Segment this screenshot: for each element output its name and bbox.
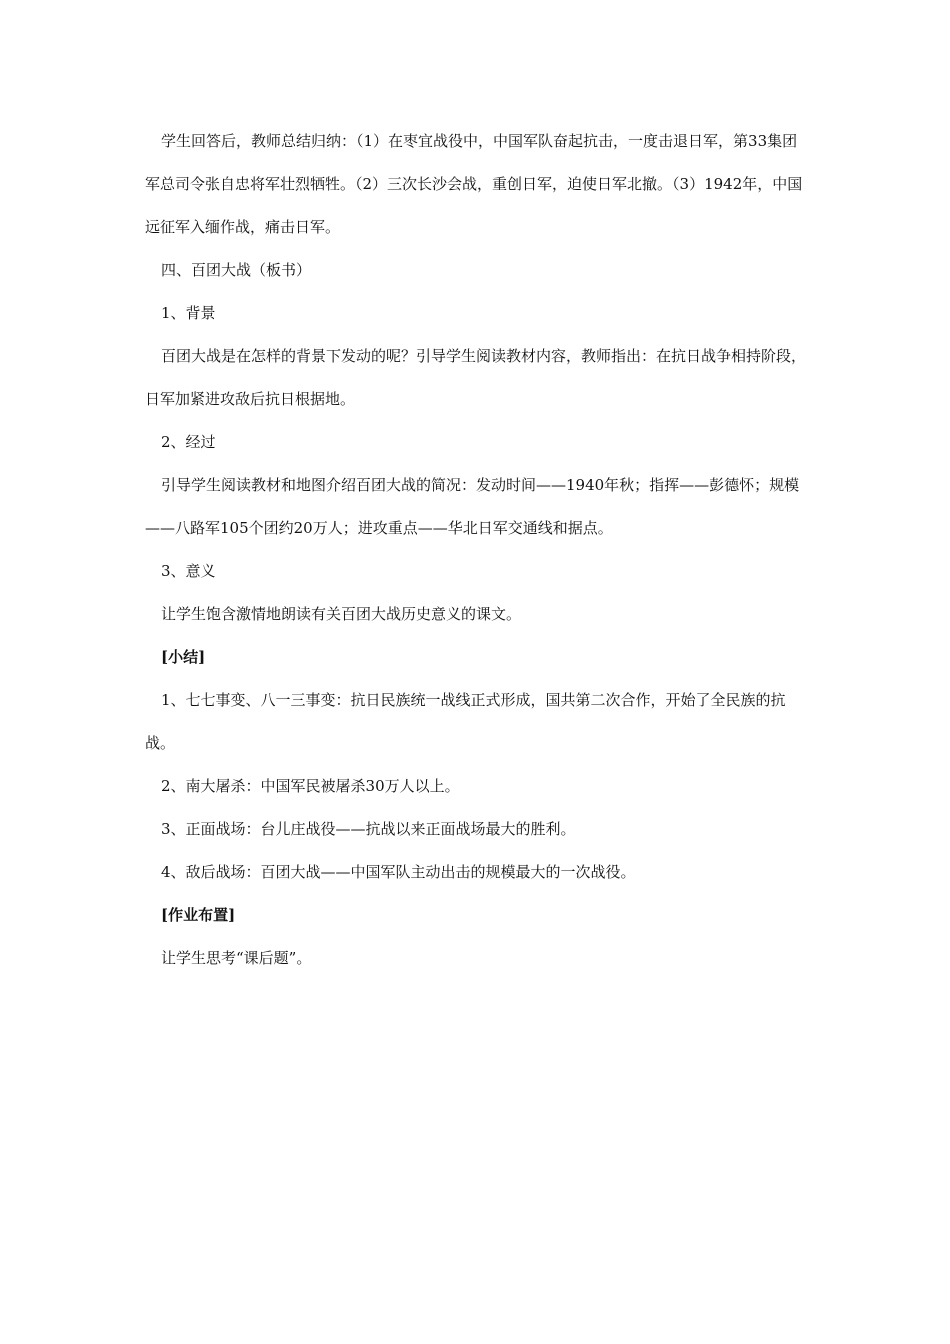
summary-item-2: 2、南大屠杀：中国军民被屠杀30万人以上。 bbox=[161, 777, 460, 795]
section-heading-hundred-regiments: 四、百团大战（板书） bbox=[161, 261, 312, 279]
homework-heading: [作业布置] bbox=[161, 906, 236, 924]
subheading-meaning: 3、意义 bbox=[161, 562, 216, 580]
subheading-process: 2、经过 bbox=[161, 433, 216, 451]
summary-item-4: 4、敌后战场：百团大战——中国军队主动出击的规模最大的一次战役。 bbox=[161, 863, 636, 881]
summary-item-3: 3、正面战场：台儿庄战役——抗战以来正面战场最大的胜利。 bbox=[161, 820, 576, 838]
summary-heading: [小结] bbox=[161, 648, 206, 666]
paragraph-summary-teacher: 学生回答后，教师总结归纳：（1）在枣宜战役中，中国军队奋起抗击，一度击退日军，第33集团军总司令张自忠将军壮烈牺牲。（2）三次长沙会战，重创日军，迫使日军北撤。（3）1942年，中国远征军入缅作战，痛击日军。 bbox=[145, 132, 803, 236]
paragraph-meaning: 让学生饱含激情地朗读有关百团大战历史意义的课文。 bbox=[161, 605, 522, 623]
subheading-background: 1、背景 bbox=[161, 304, 216, 322]
document-body bbox=[145, 120, 810, 980]
paragraph-process: 引导学生阅读教材和地图介绍百团大战的简况：发动时间——1940年秋；指挥——彭德怀；规模——八路军105个团约20万人；进攻重点——华北日军交通线和据点。 bbox=[145, 476, 800, 537]
summary-item-1: 1、七七事变、八一三事变：抗日民族统一战线正式形成，国共第二次合作，开始了全民族的抗战。 bbox=[145, 691, 786, 752]
paragraph-background: 百团大战是在怎样的背景下发动的呢？引导学生阅读教材内容，教师指出：在抗日战争相持阶段，日军加紧进攻敌后抗日根据地。 bbox=[145, 347, 807, 408]
homework-text: 让学生思考“课后题”。 bbox=[161, 949, 312, 967]
